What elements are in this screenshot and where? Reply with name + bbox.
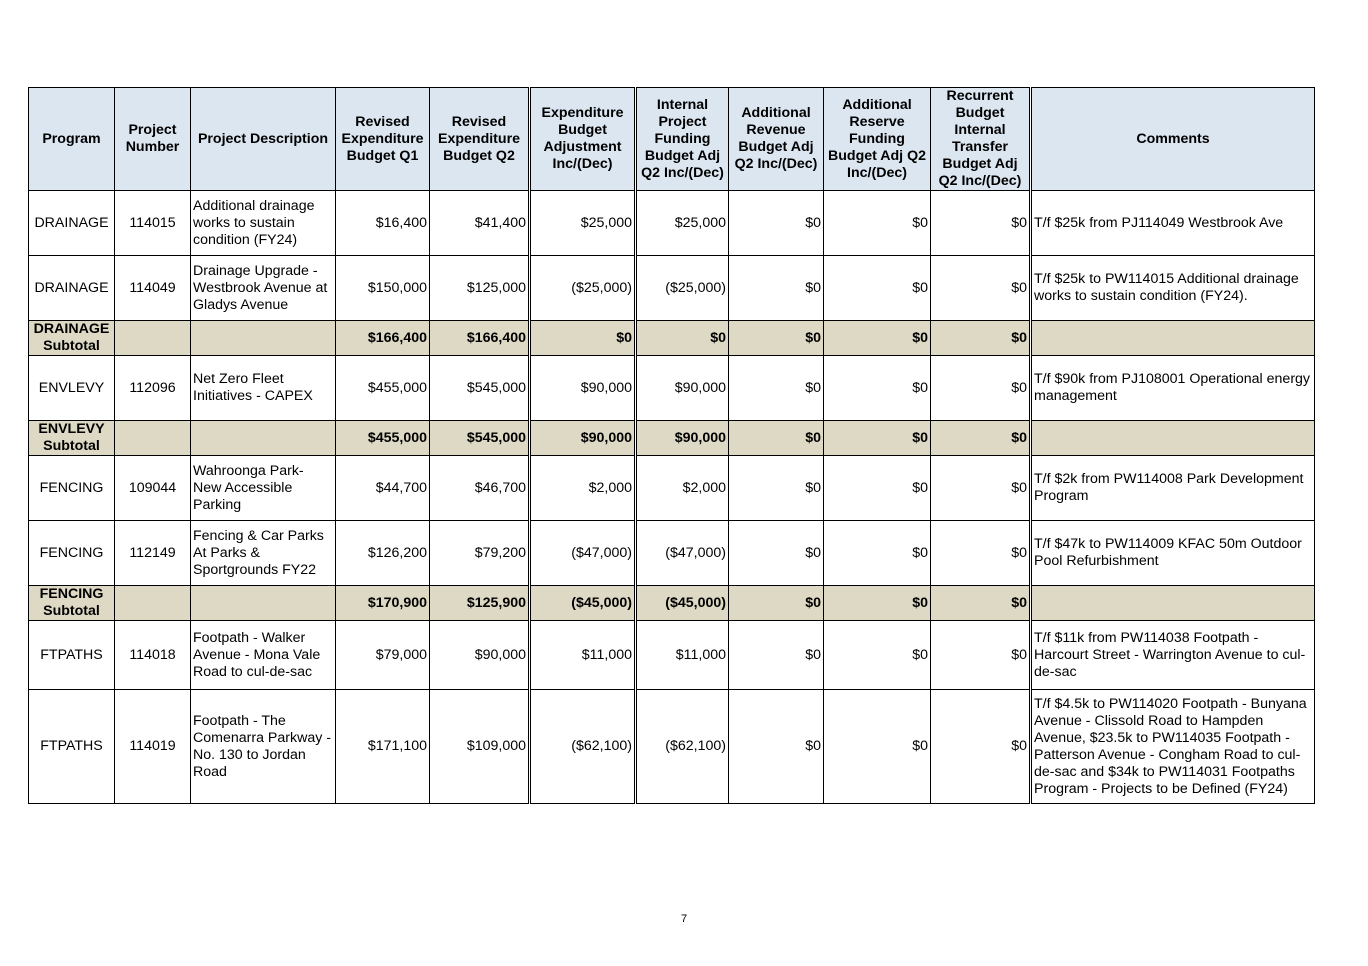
- cell-program: DRAINAGE: [29, 256, 115, 321]
- cell-project-number: 114019: [115, 690, 191, 804]
- cell-expenditure-adj: $2,000: [530, 456, 636, 521]
- cell-recurrent-transfer: $0: [931, 321, 1031, 356]
- table-row: [29, 621, 1315, 690]
- cell-expenditure-adj: $0: [530, 321, 636, 356]
- cell-recurrent-transfer: $0: [931, 521, 1031, 586]
- cell-description: Fencing & Car Parks At Parks & Sportgrounds FY22: [191, 521, 336, 586]
- col-internal-funding: Internal Project Funding Budget Adj Q2 Inc/(Dec): [636, 88, 729, 191]
- cell-revised-q2: $125,000: [430, 256, 530, 321]
- cell-program: ENVLEVY Subtotal: [29, 421, 115, 456]
- col-expenditure-adj: Expenditure Budget Adjustment Inc/(Dec): [530, 88, 636, 191]
- cell-revised-q1: $170,900: [336, 586, 430, 621]
- cell-additional-revenue: $0: [729, 690, 824, 804]
- cell-additional-reserve: $0: [824, 356, 931, 421]
- cell-program: FTPATHS: [29, 690, 115, 804]
- cell-additional-revenue: $0: [729, 256, 824, 321]
- cell-additional-revenue: $0: [729, 356, 824, 421]
- table-row: [29, 456, 1315, 521]
- cell-internal-funding: ($45,000): [636, 586, 729, 621]
- cell-project-number: 112149: [115, 521, 191, 586]
- cell-additional-revenue: $0: [729, 321, 824, 356]
- cell-internal-funding: ($62,100): [636, 690, 729, 804]
- cell-program: FTPATHS: [29, 621, 115, 690]
- cell-revised-q2: $79,200: [430, 521, 530, 586]
- cell-recurrent-transfer: $0: [931, 586, 1031, 621]
- cell-additional-reserve: $0: [824, 321, 931, 356]
- cell-description: Wahroonga Park- New Accessible Parking: [191, 456, 336, 521]
- subtotal-row: [29, 421, 1315, 456]
- subtotal-row: [29, 586, 1315, 621]
- cell-comment: [1031, 586, 1315, 621]
- cell-comment: [1031, 321, 1315, 356]
- cell-additional-revenue: $0: [729, 586, 824, 621]
- cell-comment: T/f $25k to PW114015 Additional drainage works to sustain condition (FY24).: [1031, 256, 1315, 321]
- cell-description: [191, 421, 336, 456]
- cell-comment: T/f $47k to PW114009 KFAC 50m Outdoor Pool Refurbishment: [1031, 521, 1315, 586]
- subtotal-row: [29, 321, 1315, 356]
- cell-revised-q2: $545,000: [430, 356, 530, 421]
- cell-revised-q2: $46,700: [430, 456, 530, 521]
- table-row: [29, 256, 1315, 321]
- cell-recurrent-transfer: $0: [931, 256, 1031, 321]
- col-project-number: Project Number: [115, 88, 191, 191]
- cell-program: DRAINAGE Subtotal: [29, 321, 115, 356]
- cell-comment: T/f $2k from PW114008 Park Development Program: [1031, 456, 1315, 521]
- cell-description: Footpath - Walker Avenue - Mona Vale Road to cul-de-sac: [191, 621, 336, 690]
- cell-expenditure-adj: $90,000: [530, 421, 636, 456]
- page-number: 7: [680, 913, 688, 925]
- cell-internal-funding: ($47,000): [636, 521, 729, 586]
- cell-revised-q1: $79,000: [336, 621, 430, 690]
- cell-additional-reserve: $0: [824, 690, 931, 804]
- col-revised-q1: Revised Expenditure Budget Q1: [336, 88, 430, 191]
- cell-additional-revenue: $0: [729, 421, 824, 456]
- cell-description: Drainage Upgrade - Westbrook Avenue at Gladys Avenue: [191, 256, 336, 321]
- cell-revised-q2: $41,400: [430, 191, 530, 256]
- cell-comment: [1031, 421, 1315, 456]
- cell-comment: T/f $11k from PW114038 Footpath - Harcourt Street - Warrington Avenue to cul-de-sac: [1031, 621, 1315, 690]
- cell-description: Additional drainage works to sustain condition (FY24): [191, 191, 336, 256]
- col-recurrent-transfer: Recurrent Budget Internal Transfer Budget Adj Q2 Inc/(Dec): [931, 88, 1031, 191]
- cell-program: DRAINAGE: [29, 191, 115, 256]
- cell-comment: T/f $4.5k to PW114020 Footpath - Bunyana Avenue - Clissold Road to Hampden Avenue, $23.5k to PW114035 Footpath - Patterson Avenue - Congham Road to cul-de-sac and $34k to PW114031 Footpaths Program - Projects to be Defined (FY24): [1031, 690, 1315, 804]
- cell-additional-reserve: $0: [824, 456, 931, 521]
- cell-expenditure-adj: $25,000: [530, 191, 636, 256]
- cell-expenditure-adj: $11,000: [530, 621, 636, 690]
- cell-additional-reserve: $0: [824, 621, 931, 690]
- cell-comment: T/f $25k from PJ114049 Westbrook Ave: [1031, 191, 1315, 256]
- col-additional-reserve: Additional Reserve Funding Budget Adj Q2 Inc/(Dec): [824, 88, 931, 191]
- cell-revised-q1: $150,000: [336, 256, 430, 321]
- table-row: [29, 690, 1315, 804]
- cell-program: FENCING Subtotal: [29, 586, 115, 621]
- cell-revised-q2: $545,000: [430, 421, 530, 456]
- cell-description: [191, 321, 336, 356]
- cell-additional-reserve: $0: [824, 421, 931, 456]
- table-row: [29, 191, 1315, 256]
- cell-revised-q1: $16,400: [336, 191, 430, 256]
- cell-revised-q2: $90,000: [430, 621, 530, 690]
- budget-adjustment-table: [28, 87, 1315, 804]
- table-row: [29, 356, 1315, 421]
- cell-revised-q1: $171,100: [336, 690, 430, 804]
- cell-revised-q1: $455,000: [336, 356, 430, 421]
- cell-recurrent-transfer: $0: [931, 191, 1031, 256]
- cell-expenditure-adj: $90,000: [530, 356, 636, 421]
- cell-description: [191, 586, 336, 621]
- cell-revised-q1: $166,400: [336, 321, 430, 356]
- cell-additional-reserve: $0: [824, 521, 931, 586]
- cell-additional-reserve: $0: [824, 586, 931, 621]
- cell-recurrent-transfer: $0: [931, 421, 1031, 456]
- cell-revised-q1: $44,700: [336, 456, 430, 521]
- cell-internal-funding: $25,000: [636, 191, 729, 256]
- cell-project-number: 114049: [115, 256, 191, 321]
- cell-revised-q1: $126,200: [336, 521, 430, 586]
- cell-additional-reserve: $0: [824, 256, 931, 321]
- cell-description: Footpath - The Comenarra Parkway - No. 130 to Jordan Road: [191, 690, 336, 804]
- cell-additional-revenue: $0: [729, 191, 824, 256]
- cell-internal-funding: ($25,000): [636, 256, 729, 321]
- cell-recurrent-transfer: $0: [931, 356, 1031, 421]
- cell-internal-funding: $90,000: [636, 356, 729, 421]
- cell-project-number: [115, 321, 191, 356]
- header-row: [29, 88, 1315, 191]
- cell-expenditure-adj: ($45,000): [530, 586, 636, 621]
- cell-additional-reserve: $0: [824, 191, 931, 256]
- cell-internal-funding: $2,000: [636, 456, 729, 521]
- cell-additional-revenue: $0: [729, 456, 824, 521]
- cell-internal-funding: $0: [636, 321, 729, 356]
- cell-recurrent-transfer: $0: [931, 690, 1031, 804]
- cell-recurrent-transfer: $0: [931, 621, 1031, 690]
- cell-revised-q2: $166,400: [430, 321, 530, 356]
- col-project-description: Project Description: [191, 88, 336, 191]
- cell-project-number: 114018: [115, 621, 191, 690]
- cell-revised-q2: $125,900: [430, 586, 530, 621]
- cell-expenditure-adj: ($25,000): [530, 256, 636, 321]
- cell-additional-revenue: $0: [729, 621, 824, 690]
- cell-project-number: 109044: [115, 456, 191, 521]
- cell-program: ENVLEVY: [29, 356, 115, 421]
- cell-revised-q1: $455,000: [336, 421, 430, 456]
- col-comments: Comments: [1031, 88, 1315, 191]
- cell-recurrent-transfer: $0: [931, 456, 1031, 521]
- cell-revised-q2: $109,000: [430, 690, 530, 804]
- cell-description: Net Zero Fleet Initiatives - CAPEX: [191, 356, 336, 421]
- cell-expenditure-adj: ($62,100): [530, 690, 636, 804]
- cell-comment: T/f $90k from PJ108001 Operational energy management: [1031, 356, 1315, 421]
- cell-project-number: [115, 421, 191, 456]
- cell-internal-funding: $90,000: [636, 421, 729, 456]
- table-row: [29, 521, 1315, 586]
- cell-internal-funding: $11,000: [636, 621, 729, 690]
- cell-project-number: [115, 586, 191, 621]
- col-revised-q2: Revised Expenditure Budget Q2: [430, 88, 530, 191]
- cell-expenditure-adj: ($47,000): [530, 521, 636, 586]
- cell-project-number: 114015: [115, 191, 191, 256]
- col-program: Program: [29, 88, 115, 191]
- cell-project-number: 112096: [115, 356, 191, 421]
- cell-program: FENCING: [29, 456, 115, 521]
- cell-program: FENCING: [29, 521, 115, 586]
- col-additional-revenue: Additional Revenue Budget Adj Q2 Inc/(Dec): [729, 88, 824, 191]
- cell-additional-revenue: $0: [729, 521, 824, 586]
